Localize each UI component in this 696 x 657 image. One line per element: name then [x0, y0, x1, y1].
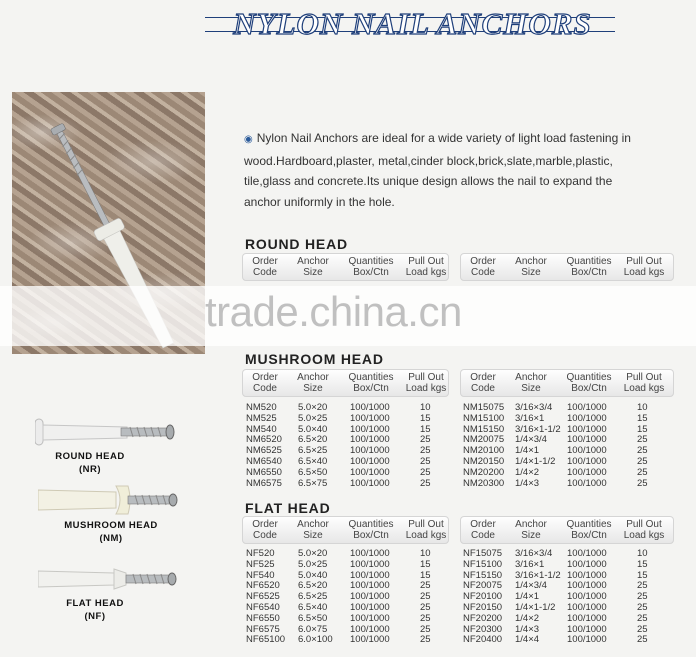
- table-cell: 100/1000: [350, 558, 390, 570]
- table-cell: NM540: [246, 423, 277, 435]
- column-header-line: Load kgs: [623, 267, 665, 278]
- column-header-line: Pull Out: [626, 519, 662, 530]
- flat-head-label-code: (NF): [84, 611, 106, 622]
- table-cell: 10: [637, 402, 648, 413]
- table-cell: NF520: [246, 548, 275, 559]
- table-cell: 25: [637, 434, 648, 446]
- table-cell: 6.5×20: [298, 434, 328, 446]
- table-row: [246, 635, 446, 646]
- table-cell: 1/4×1-1/2: [515, 455, 556, 467]
- flat-head-anchor-icon: [38, 565, 178, 593]
- table-cell: NF540: [246, 569, 275, 581]
- table-cell: 5.0×25: [298, 558, 328, 570]
- table-cell: 1/4×4: [515, 634, 540, 646]
- table-cell: 3/16×1: [515, 558, 545, 570]
- table-cell: 15: [420, 423, 431, 435]
- column-header-line: Size: [303, 530, 323, 541]
- table-cell: 25: [420, 591, 431, 603]
- table-cell: 25: [420, 623, 431, 635]
- table-cell: 3/16×3/4: [515, 548, 553, 559]
- table-cell: 5.0×40: [298, 423, 328, 435]
- column-header-line: Load kgs: [623, 530, 665, 541]
- column-header-line: Box/Ctn: [571, 267, 607, 278]
- table-cell: NM15100: [463, 412, 505, 424]
- table-cell: 100/1000: [567, 423, 607, 435]
- table-cell: 100/1000: [350, 445, 390, 457]
- table-cell: NM6550: [246, 466, 282, 478]
- column-header-anchor-size: [508, 519, 554, 541]
- column-header-line: Code: [471, 530, 495, 541]
- table-cell: 10: [420, 402, 431, 413]
- table-cell: 1/4×2: [515, 612, 540, 624]
- table-cell: 100/1000: [350, 612, 390, 624]
- column-header-line: Quantities: [348, 256, 394, 267]
- table-cell: 5.0×20: [298, 548, 328, 559]
- table-cell: 100/1000: [567, 434, 607, 446]
- flat-head-label-name: FLAT HEAD: [66, 598, 124, 609]
- table-row: [463, 560, 673, 571]
- column-header-line: Box/Ctn: [571, 530, 607, 541]
- column-header-order-code: [242, 256, 288, 278]
- table-cell: 100/1000: [350, 466, 390, 478]
- column-header-line: Order: [470, 372, 496, 383]
- table-row: [246, 468, 446, 479]
- table-cell: 6.5×20: [298, 580, 328, 592]
- table-cell: 10: [420, 548, 431, 559]
- table-cell: 3/16×1-1/2: [515, 423, 561, 435]
- column-header-pull-out: [622, 519, 666, 541]
- table-cell: NF15100: [463, 558, 503, 570]
- description-line: ◉ Nylon Nail Anchors are ideal for a wide variety of light load fastening in: [244, 131, 631, 145]
- table-cell: 100/1000: [567, 445, 607, 457]
- table-cell: NF6525: [246, 591, 280, 603]
- table-cell: 1/4×3/4: [515, 580, 547, 592]
- column-header-line: Order: [252, 256, 278, 267]
- column-header-anchor-size: [290, 519, 336, 541]
- table-cell: 6.5×50: [298, 466, 328, 478]
- table-cell: 15: [420, 569, 431, 581]
- table-cell: 100/1000: [350, 423, 390, 435]
- table-cell: NM20200: [463, 466, 505, 478]
- table-cell: 100/1000: [567, 612, 607, 624]
- table-cell: 25: [420, 612, 431, 624]
- table-cell: 25: [637, 580, 648, 592]
- bullet-icon: ◉: [244, 134, 253, 145]
- flat-head-table-left: [246, 549, 446, 646]
- table-cell: NF20075: [463, 580, 503, 592]
- column-header-line: Code: [471, 383, 495, 394]
- column-header-order-code: [242, 519, 288, 541]
- table-cell: NF6520: [246, 580, 280, 592]
- table-cell: NF15075: [463, 548, 503, 559]
- table-cell: 100/1000: [567, 558, 607, 570]
- table-cell: 100/1000: [567, 623, 607, 635]
- table-cell: NF20100: [463, 591, 503, 603]
- column-header-line: Quantities: [566, 519, 612, 530]
- table-cell: 1/4×1: [515, 445, 540, 457]
- column-header-line: Quantities: [348, 372, 394, 383]
- column-header-line: Code: [253, 530, 277, 541]
- column-header-line: Load kgs: [623, 383, 665, 394]
- table-cell: NM6520: [246, 434, 282, 446]
- table-cell: 25: [420, 434, 431, 446]
- table-cell: NF20150: [463, 601, 503, 613]
- column-header-line: Code: [253, 383, 277, 394]
- table-cell: 100/1000: [350, 477, 390, 489]
- column-header-line: Order: [252, 519, 278, 530]
- table-row: [463, 614, 673, 625]
- table-row: [463, 468, 673, 479]
- column-header-line: Pull Out: [408, 519, 444, 530]
- column-header-line: Anchor: [515, 519, 547, 530]
- table-cell: 100/1000: [567, 548, 607, 559]
- table-cell: 25: [637, 601, 648, 613]
- table-cell: 6.0×75: [298, 623, 328, 635]
- table-cell: 25: [420, 455, 431, 467]
- column-header-anchor-size: [508, 372, 554, 394]
- table-cell: 100/1000: [350, 623, 390, 635]
- column-header-line: Anchor: [515, 372, 547, 383]
- table-cell: 100/1000: [350, 548, 390, 559]
- column-header-quantities: [558, 256, 620, 278]
- round-head-label-name: ROUND HEAD: [55, 451, 125, 462]
- column-header-line: Anchor: [297, 519, 329, 530]
- table-cell: 25: [420, 580, 431, 592]
- column-header-pull-out: [404, 256, 448, 278]
- table-cell: NF20400: [463, 634, 503, 646]
- watermark-text: trade.china.cn: [205, 288, 462, 335]
- table-cell: NM15150: [463, 423, 505, 435]
- table-cell: 10: [637, 548, 648, 559]
- column-header-order-code: [242, 372, 288, 394]
- table-cell: 100/1000: [567, 601, 607, 613]
- table-cell: 25: [637, 445, 648, 457]
- mushroom-head-label-code: (NM): [99, 533, 123, 544]
- table-cell: 1/4×3: [515, 477, 540, 489]
- column-header-line: Size: [521, 383, 541, 394]
- column-header-quantities: [340, 372, 402, 394]
- description-line: tile,glass and concrete.Its unique design allows the nail to expand the: [244, 174, 613, 188]
- column-header-pull-out: [622, 372, 666, 394]
- table-cell: 3/16×3/4: [515, 402, 553, 413]
- table-cell: 100/1000: [567, 412, 607, 424]
- table-cell: 1/4×1-1/2: [515, 601, 556, 613]
- table-cell: NF20200: [463, 612, 503, 624]
- table-cell: 1/4×1: [515, 591, 540, 603]
- table-cell: NM6575: [246, 477, 282, 489]
- table-cell: 100/1000: [567, 466, 607, 478]
- column-header-line: Size: [521, 530, 541, 541]
- table-cell: 100/1000: [350, 412, 390, 424]
- table-cell: NM20300: [463, 477, 505, 489]
- table-cell: NM6525: [246, 445, 282, 457]
- table-cell: 25: [637, 591, 648, 603]
- table-cell: NF6575: [246, 623, 280, 635]
- table-cell: NM6540: [246, 455, 282, 467]
- column-header-line: Load kgs: [405, 267, 447, 278]
- column-header-order-code: [460, 372, 506, 394]
- table-cell: 100/1000: [567, 591, 607, 603]
- column-header-line: Pull Out: [626, 256, 662, 267]
- flat-head-title: FLAT HEAD: [245, 500, 331, 516]
- description-line: anchor uniformly in the hole.: [244, 194, 395, 209]
- description: [244, 128, 676, 212]
- column-header-pull-out: [404, 372, 448, 394]
- table-cell: 6.0×100: [298, 634, 333, 646]
- table-cell: 100/1000: [567, 455, 607, 467]
- table-row: [463, 479, 673, 490]
- column-header-order-code: [460, 519, 506, 541]
- description-line: wood.Hardboard,plaster, metal,cinder block,brick,slate,marble,plastic,: [244, 153, 613, 168]
- table-cell: 5.0×40: [298, 569, 328, 581]
- table-cell: 5.0×25: [298, 412, 328, 424]
- table-cell: 100/1000: [350, 434, 390, 446]
- column-header-pull-out: [622, 256, 666, 278]
- table-cell: 6.5×25: [298, 445, 328, 457]
- table-cell: 100/1000: [350, 402, 390, 413]
- column-header-line: Order: [252, 372, 278, 383]
- column-header-pull-out: [404, 519, 448, 541]
- table-cell: 15: [637, 569, 648, 581]
- column-header-anchor-size: [290, 256, 336, 278]
- table-cell: 25: [420, 445, 431, 457]
- table-cell: NF65100: [246, 634, 286, 646]
- table-cell: 15: [420, 558, 431, 570]
- table-cell: 25: [637, 612, 648, 624]
- table-cell: 5.0×20: [298, 402, 328, 413]
- mushroom-head-anchor-icon: [38, 484, 178, 516]
- table-cell: NF15150: [463, 569, 503, 581]
- table-cell: 100/1000: [350, 634, 390, 646]
- round-head-label: [40, 450, 140, 476]
- column-header-line: Box/Ctn: [353, 530, 389, 541]
- column-header-anchor-size: [290, 372, 336, 394]
- table-row: [246, 560, 446, 571]
- table-cell: 25: [420, 477, 431, 489]
- mushroom-head-label: [55, 519, 167, 545]
- table-row: [463, 635, 673, 646]
- table-cell: 25: [420, 634, 431, 646]
- table-cell: 100/1000: [350, 601, 390, 613]
- column-header-line: Size: [303, 267, 323, 278]
- table-cell: NM15075: [463, 402, 505, 413]
- table-cell: 100/1000: [567, 402, 607, 413]
- table-cell: 15: [637, 558, 648, 570]
- column-header-line: Anchor: [297, 372, 329, 383]
- table-cell: 15: [637, 423, 648, 435]
- table-cell: 6.5×40: [298, 601, 328, 613]
- table-cell: NF6550: [246, 612, 280, 624]
- column-header-line: Size: [303, 383, 323, 394]
- table-cell: NM20150: [463, 455, 505, 467]
- table-cell: 25: [420, 601, 431, 613]
- table-cell: 25: [637, 634, 648, 646]
- column-header-quantities: [340, 519, 402, 541]
- flat-head-label: [45, 597, 145, 623]
- table-row: [246, 549, 446, 560]
- round-head-anchor-icon: [35, 414, 175, 450]
- table-cell: 100/1000: [567, 569, 607, 581]
- table-row: [463, 414, 673, 425]
- mushroom-head-table-left: [246, 403, 446, 489]
- column-header-line: Code: [253, 267, 277, 278]
- table-cell: 100/1000: [567, 634, 607, 646]
- column-header-line: Quantities: [348, 519, 394, 530]
- table-cell: 25: [637, 623, 648, 635]
- table-cell: 1/4×3: [515, 623, 540, 635]
- table-cell: 25: [420, 466, 431, 478]
- table-cell: 100/1000: [567, 580, 607, 592]
- table-cell: 1/4×2: [515, 466, 540, 478]
- table-cell: NF6540: [246, 601, 280, 613]
- table-cell: 100/1000: [567, 477, 607, 489]
- table-cell: 3/16×1-1/2: [515, 569, 561, 581]
- table-cell: 6.5×40: [298, 455, 328, 467]
- column-header-line: Order: [470, 519, 496, 530]
- table-cell: 25: [637, 466, 648, 478]
- table-cell: NF20300: [463, 623, 503, 635]
- column-header-line: Load kgs: [405, 530, 447, 541]
- column-header-line: Anchor: [515, 256, 547, 267]
- table-row: [246, 614, 446, 625]
- mushroom-head-label-name: MUSHROOM HEAD: [64, 520, 158, 531]
- table-cell: NM525: [246, 412, 277, 424]
- round-head-label-code: (NR): [78, 464, 102, 475]
- column-header-line: Box/Ctn: [353, 383, 389, 394]
- column-header-anchor-size: [508, 256, 554, 278]
- mushroom-head-table-right: [463, 403, 673, 489]
- column-header-quantities: [558, 519, 620, 541]
- column-header-line: Pull Out: [626, 372, 662, 383]
- table-cell: 25: [637, 477, 648, 489]
- column-header-line: Quantities: [566, 256, 612, 267]
- table-cell: 1/4×3/4: [515, 434, 547, 446]
- table-cell: 100/1000: [350, 591, 390, 603]
- table-cell: 100/1000: [350, 580, 390, 592]
- column-header-line: Pull Out: [408, 256, 444, 267]
- table-cell: 15: [420, 412, 431, 424]
- column-header-line: Box/Ctn: [571, 383, 607, 394]
- column-header-line: Code: [471, 267, 495, 278]
- table-cell: 25: [637, 455, 648, 467]
- column-header-quantities: [558, 372, 620, 394]
- table-row: [246, 414, 446, 425]
- table-cell: 100/1000: [350, 455, 390, 467]
- table-cell: NM20100: [463, 445, 505, 457]
- column-header-line: Pull Out: [408, 372, 444, 383]
- flat-head-table-right: [463, 549, 673, 646]
- mushroom-head-title: MUSHROOM HEAD: [245, 351, 384, 367]
- table-cell: NM520: [246, 402, 277, 413]
- column-header-line: Quantities: [566, 372, 612, 383]
- round-head-title: ROUND HEAD: [245, 236, 348, 252]
- column-header-line: Size: [521, 267, 541, 278]
- table-cell: 15: [637, 412, 648, 424]
- column-header-line: Box/Ctn: [353, 267, 389, 278]
- table-cell: 3/16×1: [515, 412, 545, 424]
- table-cell: 100/1000: [350, 569, 390, 581]
- column-header-line: Load kgs: [405, 383, 447, 394]
- table-cell: 6.5×50: [298, 612, 328, 624]
- column-header-line: Order: [470, 256, 496, 267]
- column-header-quantities: [340, 256, 402, 278]
- column-header-order-code: [460, 256, 506, 278]
- table-cell: NF525: [246, 558, 275, 570]
- table-row: [246, 479, 446, 490]
- page-title: NYLON NAIL ANCHORS: [233, 6, 592, 41]
- table-cell: 6.5×75: [298, 477, 328, 489]
- table-cell: 6.5×25: [298, 591, 328, 603]
- column-header-line: Anchor: [297, 256, 329, 267]
- table-cell: NM20075: [463, 434, 505, 446]
